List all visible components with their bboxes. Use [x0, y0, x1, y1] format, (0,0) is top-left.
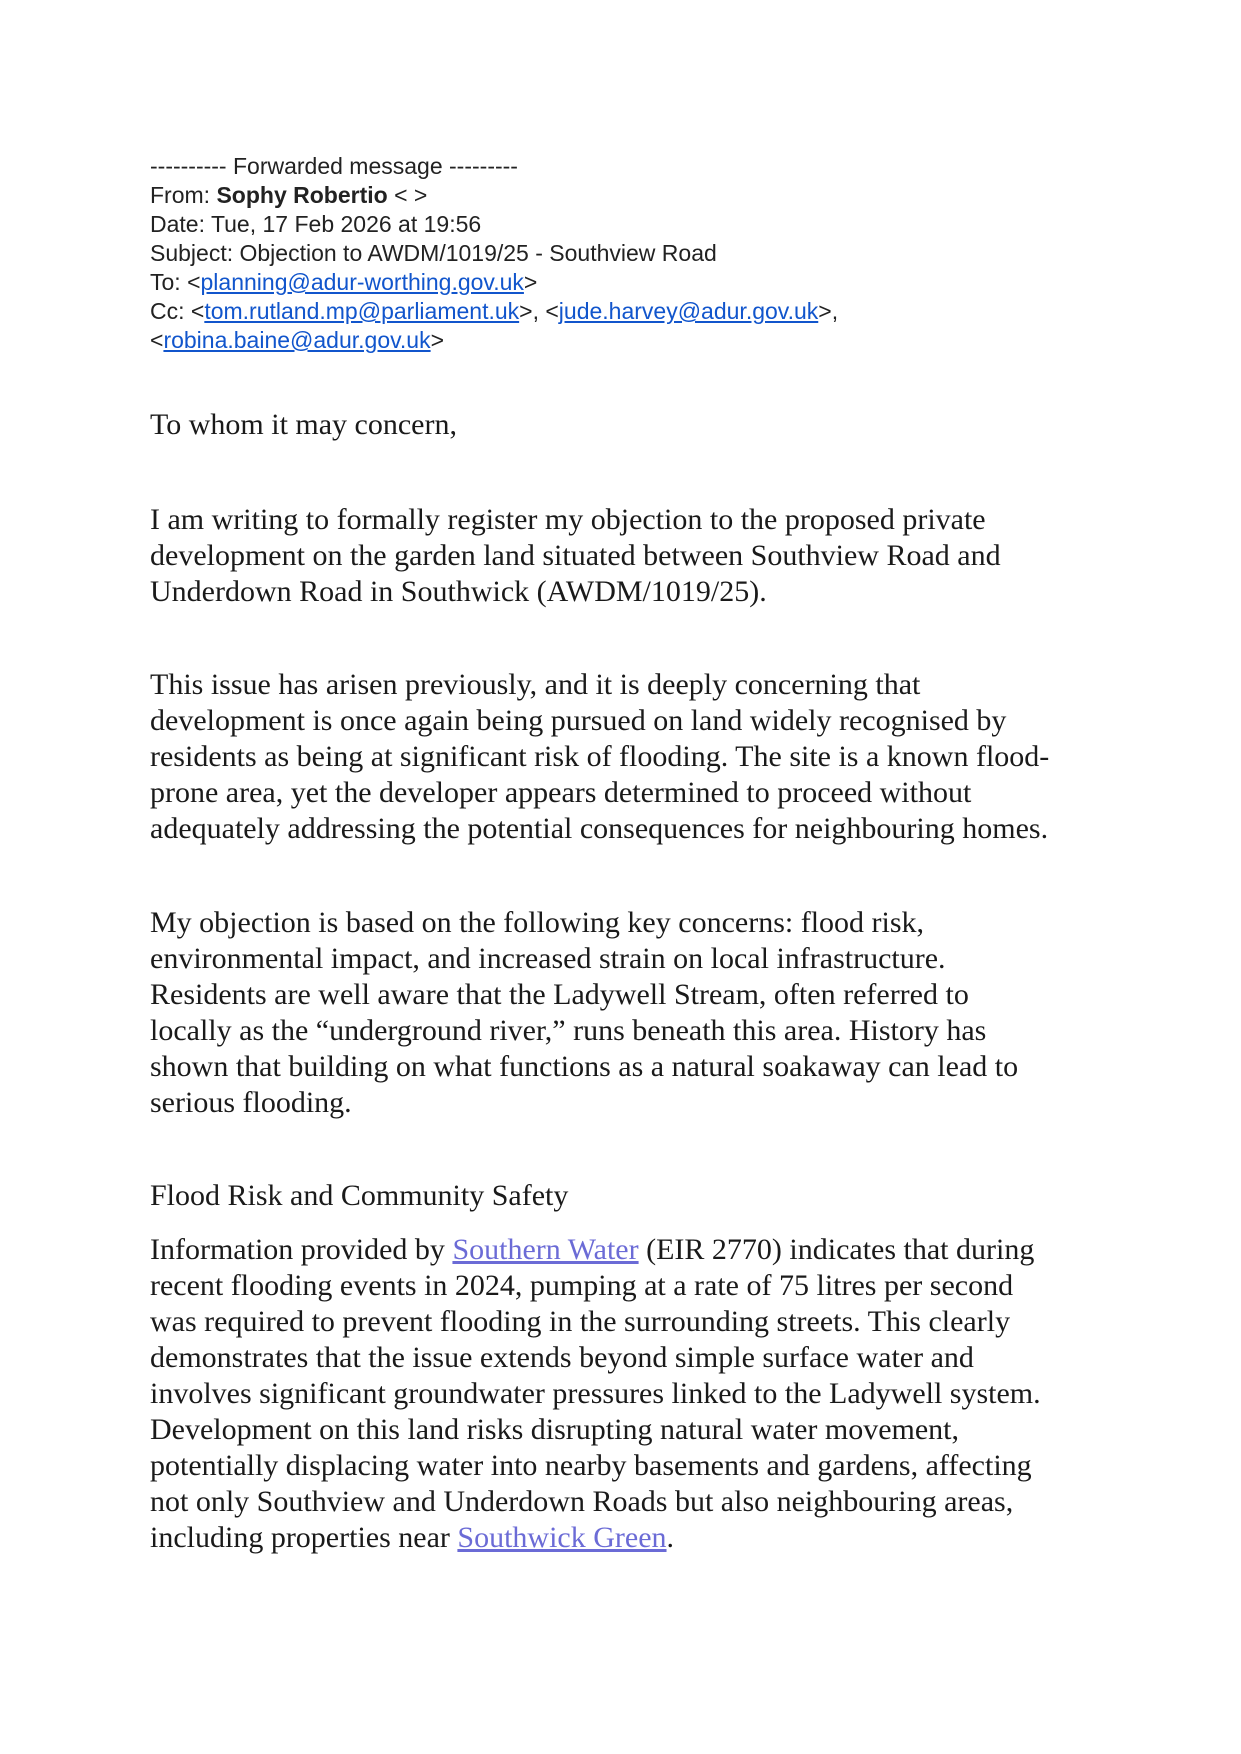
paragraph-line: environmental impact, and increased strain on local infrastructure. — [150, 942, 946, 975]
paragraph-1 — [150, 502, 1110, 610]
paragraph-line: development is once again being pursued on land widely recognised by — [150, 704, 1007, 737]
section-heading-text: Flood Risk and Community Safety — [150, 1179, 569, 1212]
cc-close-3: > — [430, 327, 445, 353]
from-label: From: — [150, 182, 217, 208]
paragraph-line: not only Southview and Underdown Roads but also neighbouring areas, — [150, 1485, 1014, 1518]
text-segment: including properties near — [150, 1521, 458, 1554]
paragraph-line: was required to prevent flooding in the surrounding streets. This clearly — [150, 1305, 1011, 1338]
paragraph-line: locally as the “underground river,” runs beneath this area. History has — [150, 1014, 987, 1047]
to-close: > — [523, 269, 538, 295]
paragraph-line: Residents are well aware that the Ladywell Stream, often referred to — [150, 978, 969, 1011]
cc-email-link-3[interactable]: robina.baine@adur.gov.uk — [163, 327, 431, 353]
paragraph-line: My objection is based on the following key concerns: flood risk, — [150, 906, 925, 939]
cc-separator-1: >, < — [519, 298, 559, 324]
to-email-link[interactable]: planning@adur-worthing.gov.uk — [200, 269, 524, 295]
paragraph-line: serious flooding. — [150, 1086, 352, 1119]
forwarded-message-line: ---------- Forwarded message --------- — [150, 153, 518, 179]
paragraph-line: demonstrates that the issue extends beyond simple surface water and — [150, 1341, 974, 1374]
cc-line-2 — [150, 326, 1110, 355]
paragraph-line — [150, 1232, 1110, 1268]
subject-line: Subject: Objection to AWDM/1019/25 - Southview Road — [150, 240, 717, 266]
sender-name: Sophy Robertio — [216, 182, 388, 208]
paragraph-line — [150, 1520, 1110, 1556]
paragraph-line: involves significant groundwater pressures linked to the Ladywell system. — [150, 1377, 1041, 1410]
paragraph-line: I am writing to formally register my objection to the proposed private — [150, 503, 986, 536]
section-heading — [150, 1178, 1110, 1214]
paragraph-line: recent flooding events in 2024, pumping at a rate of 75 litres per second — [150, 1269, 1014, 1302]
paragraph-line: shown that building on what functions as a natural soakaway can lead to — [150, 1050, 1019, 1083]
text-segment: Information provided by — [150, 1233, 453, 1266]
to-line — [150, 268, 1110, 297]
greeting — [150, 407, 1110, 443]
paragraph-3 — [150, 905, 1110, 1121]
cc-line — [150, 297, 1110, 326]
paragraph-4 — [150, 1232, 1110, 1556]
forwarded-email-header — [150, 152, 1110, 355]
cc-separator-2: >, — [818, 298, 839, 324]
paragraph-line: potentially displacing water into nearby basements and gardens, affecting — [150, 1449, 1032, 1482]
cc-email-link-2[interactable]: jude.harvey@adur.gov.uk — [558, 298, 819, 324]
cc-open-3: < — [150, 327, 164, 353]
paragraph-2 — [150, 667, 1110, 847]
paragraph-line: development on the garden land situated between Southview Road and — [150, 539, 1001, 572]
date-line: Date: Tue, 17 Feb 2026 at 19:56 — [150, 211, 482, 237]
paragraph-line: Development on this land risks disrupting natural water movement, — [150, 1413, 960, 1446]
greeting-text: To whom it may concern, — [150, 408, 457, 441]
paragraph-line: Underdown Road in Southwick (AWDM/1019/25). — [150, 575, 767, 608]
text-segment: . — [666, 1521, 675, 1554]
from-line — [150, 181, 1110, 210]
cc-email-link-1[interactable]: tom.rutland.mp@parliament.uk — [204, 298, 520, 324]
southern-water-link[interactable]: Southern Water — [452, 1233, 639, 1266]
text-segment: (EIR 2770) indicates that during — [638, 1233, 1035, 1266]
cc-label: Cc: < — [150, 298, 205, 324]
southwick-green-link[interactable]: Southwick Green — [457, 1521, 667, 1554]
paragraph-line: This issue has arisen previously, and it is deeply concerning that — [150, 668, 921, 701]
paragraph-line: adequately addressing the potential consequences for neighbouring homes. — [150, 812, 1049, 845]
sender-email: < > — [387, 182, 428, 208]
to-label: To: < — [150, 269, 201, 295]
paragraph-line: prone area, yet the developer appears determined to proceed without — [150, 776, 972, 809]
paragraph-line: residents as being at significant risk of flooding. The site is a known flood- — [150, 740, 1050, 773]
